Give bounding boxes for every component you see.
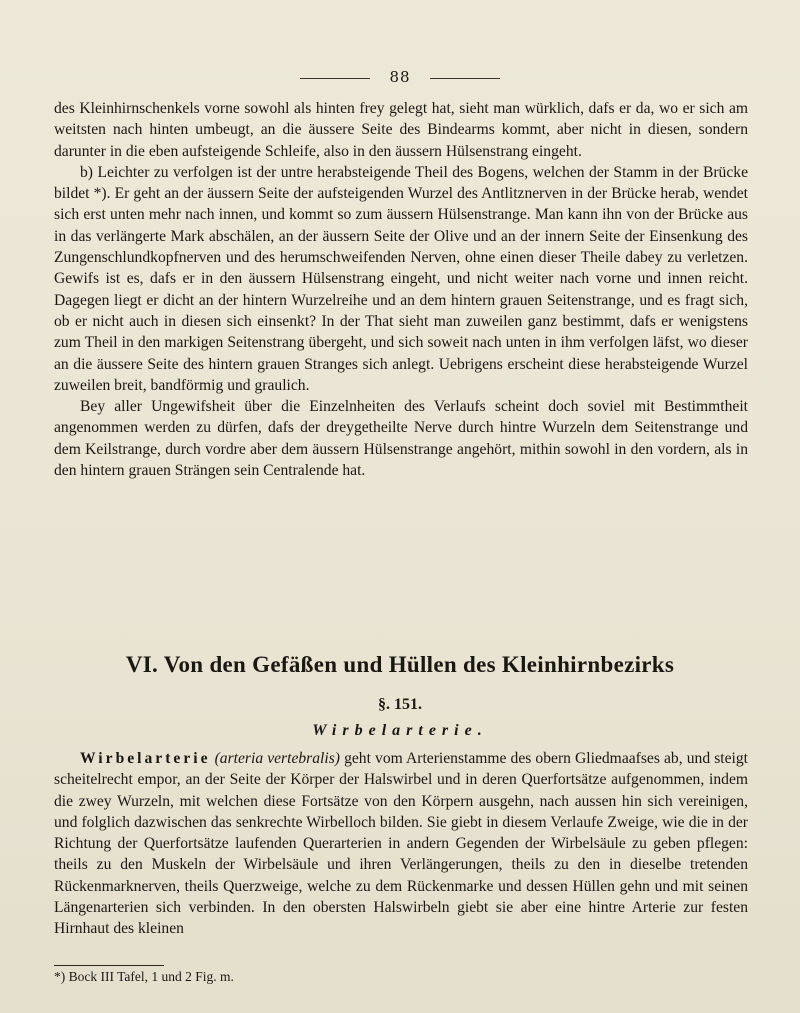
text-block-upper [54, 98, 748, 481]
latin-term: (arteria vertebralis) [214, 750, 340, 767]
section-title: VI. Von den Gefäßen und Hüllen des Kleinhirnbezirks [125, 652, 675, 677]
header-rule-left [300, 78, 370, 79]
text-block-lower [54, 748, 748, 940]
paragraph-summary: Bey aller Ungewifsheit über die Einzelnheiten des Verlaufs scheint doch soviel mit Bestimmtheit angenommen werden zu dürfen, dafs der dreygetheilte Nerve durch hintre Wurzeln dem Seitenstrange und dem Keilstrange, durch vordre aber dem äussern Hülsenstrange angehört, mithin sowohl in den vordern, als in den hintern grauen Strängen sein Centralende hat. [54, 398, 748, 480]
paragraph-continuation: des Kleinhirnschenkels vorne sowohl als hinten frey gelegt hat, sieht man würklich, dafs er da, wo er sich am weitsten nach hinten umbeugt, an die äussere Seite des Bindearms kommt, aber nicht in diesen, sondern darunter in die eben aufsteigende Schleife, also in den äussern Hülsenstrang eingeht. [54, 100, 748, 160]
page-header [0, 68, 800, 86]
term-wirbelarterie: Wirbelarterie [80, 750, 211, 767]
paragraph-b: b) Leichter zu verfolgen ist der untre herabsteigende Theil des Bogens, welchen der Stamm in der Brücke bildet *). Er geht an der äussern Seite der aufsteigenden Wurzel des Antlitznerven in der Brücke herab, wendet sich erst unten mehr nach innen, und kommt so zum äussern Hülsenstrange. Man kann ihn von der Brücke aus in das verlängerte Mark abschälen, an der äussern Seite der Olive und an der innern Seite der Einsenkung des Zungenschlundkopfnerven und des herumschweifenden Nerven, ohne einen dieser Theile dabey zu verletzen. Gewifs ist es, dafs er in den äussern Hülsenstrang eingeht, und nicht weiter nach vorne und innen reicht. Dagegen liegt er dicht an der hintern Wurzelreihe und an dem hintern grauen Seitenstrange, und es fragt sich, ob er nicht auch in diesen sich einsenkt? In der That sieht man zuweilen ganz bestimmt, dafs er wenigstens zum Theil in den markigen Seitenstrang übergeht, und sich soweit nach unten in ihm verfolgen läfst, wo dieser an die äussere Seite des hintern grauen Stranges sich anlegt. Uebrigens erscheint diese herabsteigende Wurzel zuweilen breit, bandförmig und graulich. [54, 163, 748, 394]
page-number: 88 [389, 68, 411, 86]
footnote: *) Bock III Tafel, 1 und 2 Fig. m. [54, 969, 234, 984]
paragraph-number: §. 151. [378, 696, 422, 713]
footnote-rule [54, 965, 164, 966]
header-rule-right [430, 78, 500, 79]
paragraph-heading: Wirbelarterie. [312, 722, 488, 739]
paragraph-wirbelarterie [54, 748, 748, 940]
paragraph-body: geht vom Arterienstamme des obern Gliedmaafses ab, und steigt scheitelrecht empor, an der Seite der Körper der Halswirbel und in deren Querfortsätze aufgenommen, indem die zwey Wurzeln, mit welchen diese Fortsätze von den Körpern ausgehn, nach aussen hin sich vereinigen, und folglich dazwischen das senkrechte Wirbelloch bilden. Sie giebt in diesem Verlaufe Zweige, wie die in der Richtung der Querfortsätze laufenden Querarterien in andern Gegenden der Wirbelsäule zu geben pflegen: theils zu den Muskeln der Wirbelsäule und ihren Verlängerungen, theils zu den in dieselbe tretenden Rückenmarknerven, theils Querzweige, welche zu dem Rückenmarke und dessen Hüllen gehn und mit seinen Längenarterien sich verbinden. In den obersten Halswirbeln giebt sie aber eine hintre Arterie zur festen Hirnhaut des kleinen [54, 750, 748, 938]
